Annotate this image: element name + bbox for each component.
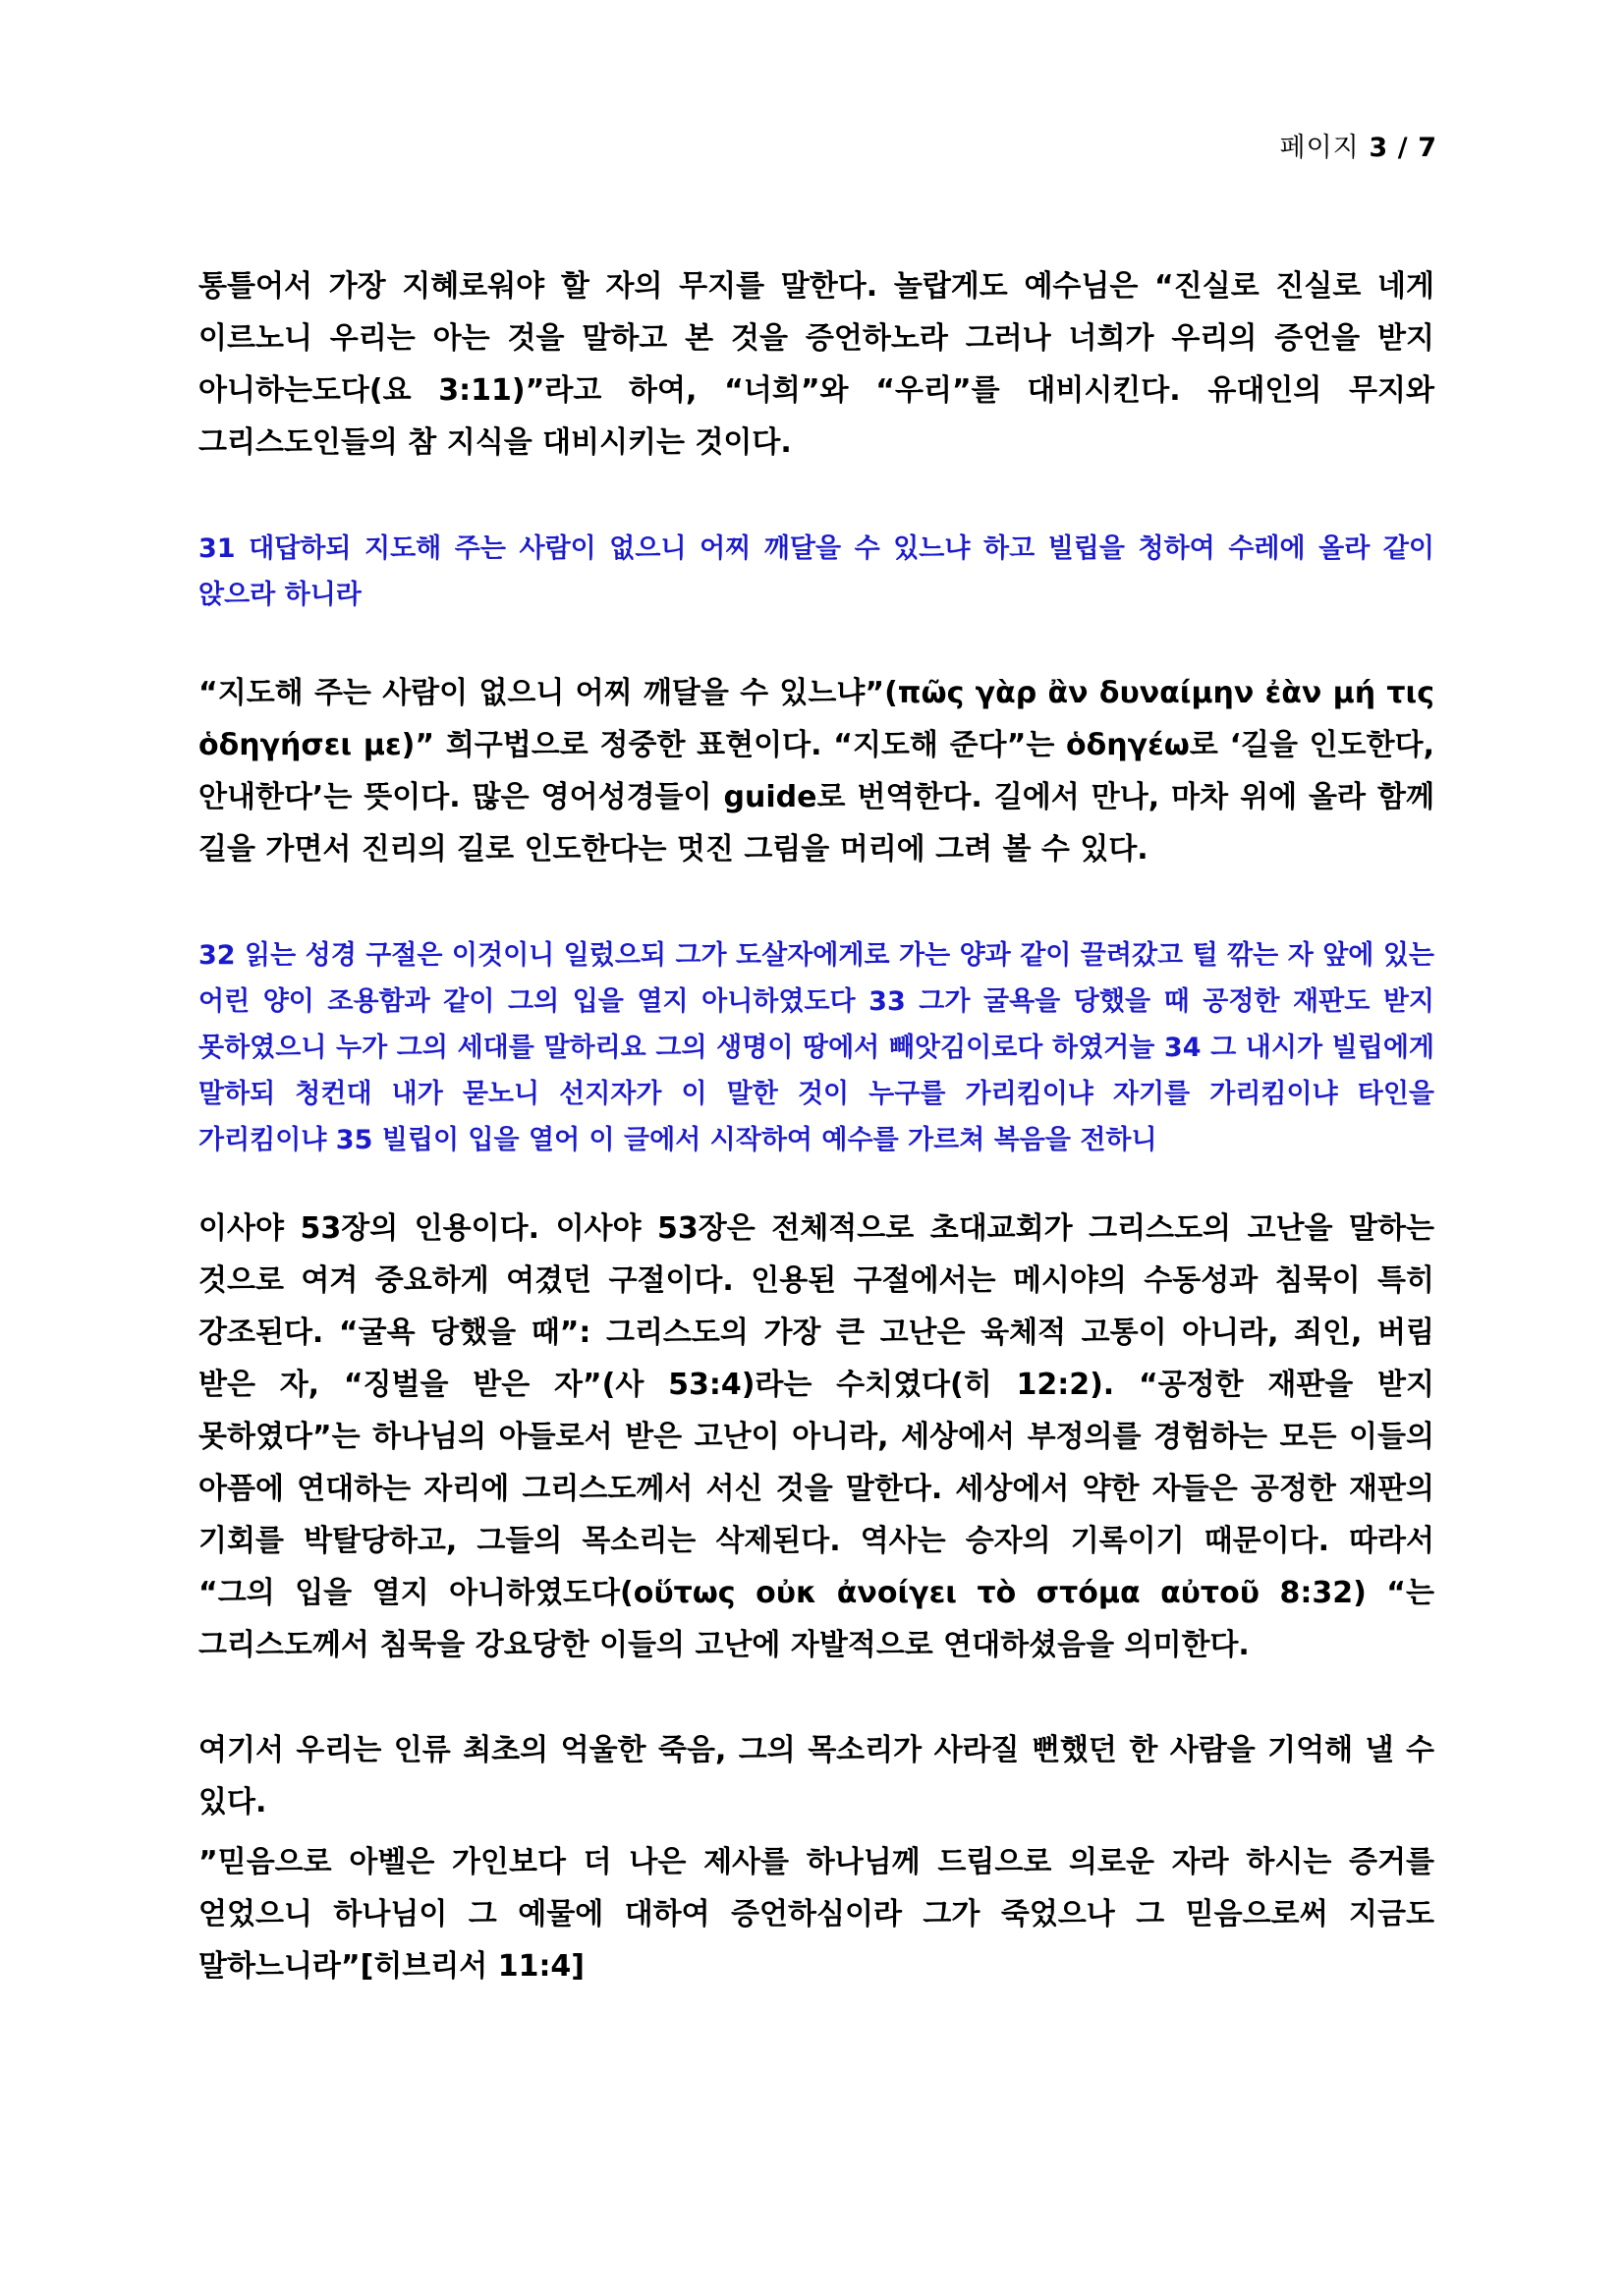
commentary-paragraph-3: 이사야 53장의 인용이다. 이사야 53장은 전체적으로 초대교회가 그리스도의 고난을 말하는 것으로 여겨 중요하게 여겼던 구절이다. 인용된 구절에서는 메시야의 수동성과 침묵이 특히 강조된다. “굴욕 당했을 때”: 그리스도의 가장 큰 고난은 육체적 고통이 아니라, 죄인, 버림 받은 자, “징벌을 받은 자”(사 53:4)라는 수치였다(히 12:2). “공정한 재판을 받지 못하였다”는 하나님의 아들로서 받은 고난이 아니라, 세상에서 부정의를 경험하는 모든 이들의 아픔에 연대하는 자리에 그리스도께서 서신 것을 말한다. 세상에서 약한 자들은 공정한 재판의 기회를 박탈당하고, 그들의 목소리는 삭제된다. 역사는 승자의 기록이기 때문이다. 따라서 “그의 입을 열지 아니하였도다(οὕτως οὐκ ἀνοίγει τὸ στόμα αὐτοῦ 8:32) “는 그리스도께서 침묵을 강요당한 이들의 고난에 자발적으로 연대하셨음을 의미한다.: [198, 1211, 1434, 1662]
current-page-number: 3: [1369, 133, 1389, 163]
document-body: [198, 260, 1434, 1992]
commentary-paragraph-1: 통틀어서 가장 지혜로워야 할 자의 무지를 말한다. 놀랍게도 예수님은 “진실로 진실로 네게 이르노니 우리는 아는 것을 말하고 본 것을 증언하노라 그러나 너희가 우리의 증언을 받지 아니하는도다(요 3:11)”라고 하여, “너희”와 “우리”를 대비시킨다. 유대인의 무지와 그리스도인들의 참 지식을 대비시키는 것이다.: [198, 269, 1434, 460]
commentary-paragraph-2: “지도해 주는 사람이 없으니 어찌 깨달을 수 있느냐”(πῶς γὰρ ἂν δυναίμην ἐὰν μή τις ὁδηγήσει με)” 희구법으로 정중한 표현이다. “지도해 준다”는 ὁδηγέω로 ‘길을 인도한다, 안내한다’는 뜻이다. 많은 영어성경들이 guide로 번역한다. 길에서 만나, 마차 위에 올라 함께 길을 가면서 진리의 길로 인도한다는 멋진 그림을 머리에 그려 볼 수 있다.: [198, 676, 1434, 867]
total-page-number: 7: [1418, 133, 1437, 163]
scripture-verse-31: 31 대답하되 지도해 주는 사람이 없으니 어찌 깨달을 수 있느냐 하고 빌립을 청하여 수레에 올라 같이 앉으라 하니라: [198, 533, 1434, 610]
hebrews-quote-paragraph: ”믿음으로 아벨은 가인보다 더 나은 제사를 하나님께 드림으로 의로운 자라 하시는 증거를 얻었으니 하나님이 그 예물에 대하여 증언하심이라 그가 죽었으나 그 믿음으로써 지금도 말하느니라”[히브리서 11:4]: [198, 1845, 1434, 1984]
scripture-verses-32-35: 32 읽는 성경 구절은 이것이니 일렀으되 그가 도살자에게로 가는 양과 같이 끌려갔고 털 깎는 자 앞에 있는 어린 양이 조용함과 같이 그의 입을 열지 아니하였도다 33 그가 굴욕을 당했을 때 공정한 재판도 받지 못하였으니 누가 그의 세대를 말하리요 그의 생명이 땅에서 빼앗김이로다 하였거늘 34 그 내시가 빌립에게 말하되 청컨대 내가 묻노니 선지자가 이 말한 것이 누구를 가리킴이냐 자기를 가리킴이냐 타인을 가리킴이냐 35 빌립이 입을 열어 이 글에서 시작하여 예수를 가르쳐 복음을 전하니: [198, 940, 1434, 1155]
page-label: 페이지: [1279, 133, 1360, 163]
commentary-paragraph-4: 여기서 우리는 인류 최초의 억울한 죽음, 그의 목소리가 사라질 뻔했던 한 사람을 기억해 낼 수 있다.: [198, 1733, 1434, 1820]
page-number-header: [1280, 126, 1438, 164]
page-separator: /: [1397, 133, 1409, 163]
